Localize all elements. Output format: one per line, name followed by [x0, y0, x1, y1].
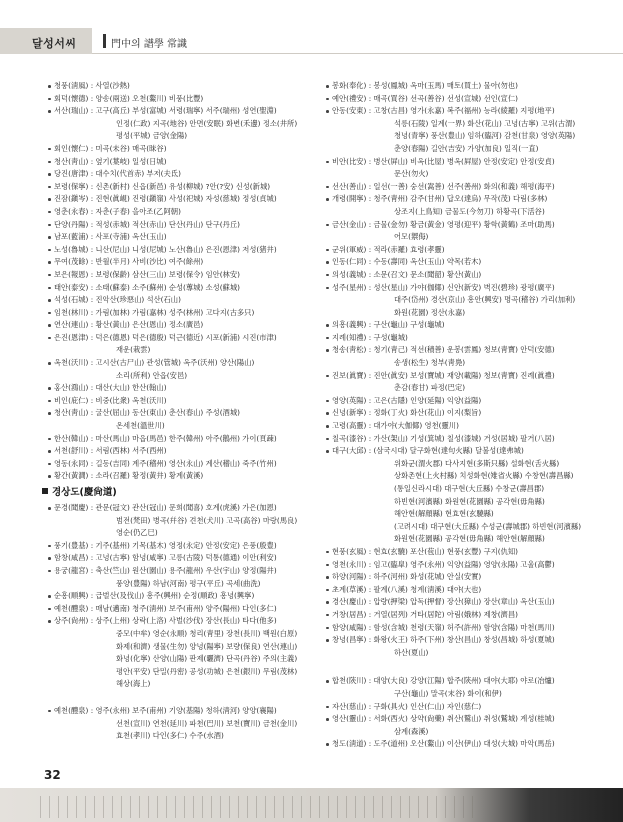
entry-continuation: (고려시대) 대구현(大丘縣) 수성군(壽城郡) 하빈현(河濱縣) [394, 521, 582, 531]
left-entries-c [48, 705, 310, 743]
place-entry [48, 156, 310, 169]
place-entry [48, 269, 310, 282]
entry-continuation: 평안(平安) 단밀(丹密) 공성(功城) 은천(銀川) 무림(茂林) [116, 666, 298, 676]
place-entry [326, 269, 588, 282]
entry-continuation: 평성(平城) 금양(金陽) [116, 131, 188, 141]
entry-text: 용궁(龍宮) : 축산(竺山) 원산(園山) 용주(龍州) 우산(宇山) 양정(陽井) [54, 565, 277, 575]
entry-text: 한산(韓山) : 마산(馬山) 마읍(馬邑) 한주(韓州) 아주(鵝州) 가이(頁疎) [54, 433, 277, 443]
place-entry [48, 458, 310, 471]
entry-text: 석성(石城) : 진악산(珍惡山) 석산(石山) [54, 295, 181, 305]
place-entry [326, 571, 588, 584]
entry-continuation: 하산(夏山) [394, 647, 429, 657]
place-entry [48, 294, 310, 307]
place-entry [48, 219, 310, 232]
entry-text: 군위(軍威) : 적라(赤羅) 효령(孝靈) [332, 244, 445, 254]
place-entry [326, 256, 588, 269]
place-entry [326, 395, 588, 408]
entry-continuation: 풍양(豊陽) 하남(河南) 평구(平丘) 곡세(曲洗) [116, 578, 261, 588]
entry-text: 신녕(新寧) : 정화(丁火) 화산(花山) 이지(梨旨) [332, 408, 482, 418]
entry-continuation: 해안현(解顔縣) 현효현(玄驍縣) [394, 509, 494, 519]
place-entry [326, 609, 588, 622]
entry-text: 합천(陝川) : 대양(大良) 강양(江陽) 합주(陝州) 대야(大耶) 야로(冶爐) [332, 676, 555, 686]
entry-text: 영동(永同) : 길동(吉同) 계주(稽州) 영산(永山) 계산(稽山) 죽주(竹州) [54, 458, 277, 468]
place-entry [48, 590, 310, 603]
place-entry [48, 168, 310, 181]
entry-text: 봉화(奉化) : 봉성(鳳城) 옥마(玉馬) 매토(買土) 물아(勿也) [332, 81, 518, 90]
section-marker [103, 34, 106, 48]
place-entry [326, 433, 588, 446]
entry-continuation: 해상(海上) [116, 679, 151, 689]
entry-text: 비인(庇仁) : 비중(比衆) 옥천(沃川) [54, 395, 167, 405]
entry-continuation: 춘감(春甘) 파정(巴定) [394, 383, 466, 393]
place-entry [48, 382, 310, 395]
entry-text: 보은(報恩) : 보령(保齡) 삼산(三山) 보령(保令) 임안(林安) [54, 269, 240, 279]
place-entry [48, 181, 310, 194]
entry-text: 의흥(義興) : 구산(龜山) 구성(龜城) [332, 320, 445, 330]
entry-continuation: 선천(宣川) 연천(延川) 파천(巴川) 보천(寶川) 금천(金川) [116, 718, 298, 728]
place-entry [48, 445, 310, 458]
entry-continuation: 삼계(森溪) [394, 726, 429, 736]
entry-text: 영양(英陽) : 고은(古隱) 인양(延陽) 익양(益陽) [332, 395, 482, 405]
place-entry [326, 675, 588, 700]
left-column [48, 80, 310, 743]
entry-text: 영산(靈山) : 서화(西火) 상약(尙藥) 취산(鷲山) 취성(鷲城) 계성(桂城) [332, 714, 555, 724]
entry-text: 옥천(沃川) : 고시산(古尸山) 관성(管城) 옥주(沃州) 양산(陽山) [54, 358, 255, 368]
entry-continuation: 화원현(花園縣) 공각현(毋角縣) 해안현(解顔縣) [394, 534, 545, 544]
entry-text: 예천(醴泉) : 매남(邁南) 청주(淸州) 보주(甫州) 양주(陽州) 다인(多仁) [54, 603, 277, 613]
entry-continuation: 인정(仁政) 지곡(地谷) 안면(安眠) 화변(禾邊) 정소(井所) [116, 118, 298, 128]
entry-text: 진잠(鎭岑) : 진현(眞峴) 진령(鎭嶺) 사성(祀城) 자성(慈城) 정성(貞城) [54, 194, 277, 204]
entry-continuation: (통일신라시대) 대구현(大丘縣) 수창군(壽昌郡) [394, 484, 545, 493]
entry-text: 진보(眞寶) : 진안(眞安) 보성(寶城) 재양(載陽) 청보(靑寶) 진례(眞禮) [332, 370, 555, 380]
book-title: 달성서씨 [32, 37, 77, 50]
entry-text: 남포(藍浦) : 사포(寺浦) 옥산(玉山) [54, 232, 167, 242]
entry-text: 고령(高靈) : 대가야(大伽倻) 영천(靈川) [332, 421, 459, 431]
entry-text: 거창(居昌) : 거열(居列) 거타(居陀) 아림(娥林) 제창(濟昌) [332, 609, 518, 619]
place-entry [326, 319, 588, 332]
entry-text: 예안(禮安) : 매곡(買谷) 선곡(善谷) 선성(宣城) 선인(宣仁) [332, 93, 518, 103]
place-entry [48, 143, 310, 156]
place-entry [48, 105, 310, 143]
place-entry [326, 622, 588, 635]
entry-text: 경산(慶山) : 압량(押梁) 압독(押督) 장산(獐山) 장산(章山) 옥산(玉山) [332, 597, 555, 607]
place-entry [326, 219, 588, 244]
entry-text: 의성(義城) : 소문(召文) 문소(聞韶) 황산(黃山) [332, 269, 482, 279]
entry-text: 성주(星州) : 성산(星山) 가야(伽倻) 신안(新安) 벽진(碧珍) 광평(廣平) [332, 282, 555, 292]
place-entry [48, 332, 310, 357]
place-entry [48, 705, 310, 743]
place-entry [48, 615, 310, 691]
right-entries-b [326, 675, 588, 751]
place-entry [48, 319, 310, 332]
entry-text: 태안(泰安) : 소태(蘇泰) 소주(蘇州) 순성(蓴城) 소성(蘇城) [54, 282, 240, 292]
entry-text: 무여(茂餘) : 반월(半月) 사비(沙比) 여주(餘州) [54, 257, 204, 267]
entry-continuation: 석릉(石陵) 일계(一界) 화산(花山) 고녕(古寧) 고위(古渭) [394, 118, 576, 128]
entry-continuation: 문산(勿火) [394, 169, 429, 179]
entry-text: 서천(舒川) : 서림(西林) 서주(西州) [54, 446, 167, 456]
place-entry [48, 244, 310, 257]
entry-text: 황간(黃澗) : 소라(召羅) 황정(黃井) 황계(黃溪) [54, 471, 204, 481]
entry-text: 안동(安東) : 고창(古昌) 영가(永嘉) 복주(福州) 능라(綾羅) 지평(地平) [332, 106, 555, 116]
entry-text: 당진(唐津) : 대수치(代首赤) 부저(夫氐) [54, 169, 181, 179]
entry-text: 홍산(鴻山) : 대산(大山) 한산(翰山) [54, 383, 167, 393]
entry-continuation: 범전(梵田) 병곡(幷谷) 견천(犬川) 고곡(高谷) 마랑(馬良) [116, 515, 298, 525]
place-entry [326, 156, 588, 181]
entry-continuation: 화녕(化寧) 산양(山陽) 판제(曬濟) 단곡(丹谷) 주의(主義) [116, 654, 298, 664]
entry-continuation: 어모(禦侮) [394, 232, 429, 242]
entry-text: 비안(比安) : 병산(屛山) 비옥(比屋) 병옥(屛屋) 안정(安定) 안정(安貞) [332, 156, 555, 166]
entry-text: 노성(魯城) : 니산(尼山) 니성(尼城) 노산(魯山) 은진(恩津) 저성(猪井) [54, 244, 277, 254]
entry-text: 예천(醴泉) : 영주(永州) 보주(甫州) 기양(基陽) 청하(淸河) 양양(襄陽) [54, 705, 277, 715]
entry-text: 청산(靑山) : 옆기(葉岐) 일성(日城) [54, 156, 167, 166]
header-rule [92, 53, 623, 54]
right-column [326, 80, 588, 751]
entry-text: 단양(丹陽) : 적성(赤城) 적산(赤山) 단산(丹山) 단구(丹丘) [54, 219, 240, 229]
entry-text: 회인(懷仁) : 미곡(未谷) 매곡(昧谷) [54, 143, 167, 153]
place-entry [326, 332, 588, 345]
entry-text: 임천(林川) : 가림(加林) 가림(嘉林) 성주(林州) 고다지(古多只) [54, 307, 255, 317]
place-entry [48, 256, 310, 269]
entry-text: 개령(開寧) : 청주(靑州) 감주(甘州) 답오(達烏) 무작(茂) 다림(多林) [332, 194, 548, 204]
entry-continuation: 구산(龜山) 말곡(末谷) 화이(和伊) [394, 688, 502, 698]
place-entry [326, 546, 588, 559]
place-entry [48, 540, 310, 553]
entry-continuation: 효천(孝川) 다인(多仁) 수주(水酒) [116, 731, 224, 741]
entry-text: 초계(草溪) : 팔계(八溪) 청계(淸溪) 대야(大也) [332, 584, 482, 594]
entry-text: 대구(大邱) : (삼국시대) 달구화현(達句火縣) 달불성(達弗城) [332, 446, 524, 456]
entry-text: 보령(保寧) : 신촌(新村) 신읍(新邑) 유성(柳城) ?안(?安) 신성(新城) [54, 181, 271, 191]
entry-text: 풍기(豊基) : 기주(基州) 기목(基木) 영정(永定) 안정(安定) 은풍(殷豊) [54, 540, 277, 550]
entry-continuation: 화제(和濟) 생물(生勿) 양녕(陽寧) 보량(保良) 연산(連山) [116, 641, 298, 651]
entry-text: 청도(淸道) : 도주(道州) 오산(鰲山) 이산(伊山) 대성(大城) 마악(馬岳) [332, 739, 555, 749]
entry-continuation: 위화군(渭火郡) 다사지현(多斯只縣) 설화현(舌火縣) [394, 458, 560, 468]
entry-text: 칠곡(漆谷) : 가산(架山) 기성(箕城) 칠성(漆城) 거성(居城) 팔거(八居) [332, 433, 555, 443]
entry-continuation: 송생(松生) 청부(靑鳧) [394, 358, 466, 368]
place-entry [326, 370, 588, 395]
entry-continuation: 재운(栽雲) [116, 345, 151, 355]
province-heading-text: 경상도(慶尙道) [52, 487, 117, 498]
place-entry [48, 552, 310, 565]
entry-text: 상주(尙州) : 상주(上州) 상락(上洛) 사벌(沙伐) 장산(長山) 타다(他多) [54, 616, 277, 626]
entry-continuation: 상화촌현(上火村縣) 치성화현(雉省火縣) 수창현(壽昌縣) [394, 471, 574, 481]
place-entry [48, 93, 310, 106]
place-entry [326, 407, 588, 420]
place-entry [48, 307, 310, 320]
right-entries-a [326, 80, 588, 659]
entry-text: 금산(金山) : 금물(金勿) 황금(黃金) 영평(迎平) 황학(黃鶴) 조마(助馬) [332, 219, 555, 229]
place-entry [326, 445, 588, 546]
place-entry [48, 603, 310, 616]
entry-text: 서산(瑞山) : 고구(高丘) 부성(富城) 서령(瑞寧) 서주(瑞州) 성연(聖淵) [54, 106, 277, 116]
place-entry [326, 93, 588, 106]
place-entry [326, 80, 588, 93]
entry-continuation: 화원(花園) 정산(永嘉) [394, 307, 466, 317]
entry-text: 문경(聞慶) : 관문(冠文) 관산(冠山) 문희(聞喜) 호계(虎溪) 가은(加恩) [54, 503, 277, 512]
place-entry [48, 357, 310, 382]
entry-continuation: 하빈현(河濱縣) 화원현(花園縣) 공각현(毋角縣) [394, 496, 545, 506]
entry-text: 영천(永川) : 임고(臨皐) 영주(永州) 익양(益陽) 영양(永陽) 고울(高鬱) [332, 559, 555, 569]
place-entry [326, 701, 588, 714]
entry-text: 연산(連山) : 황산(黃山) 은산(恩山) 정소(廣邑) [54, 320, 204, 330]
place-entry [326, 596, 588, 609]
entry-text: 현풍(玄風) : 현효(玄驍) 포산(苞山) 현풍(玄豐) 구지(仇知) [332, 546, 518, 556]
place-entry [326, 193, 588, 218]
place-entry [326, 584, 588, 597]
place-entry [326, 738, 588, 751]
entry-continuation: 대주(岱州) 경산(京山) 흥안(興安) 명곡(稽谷) 가리(加利) [394, 295, 576, 305]
entry-continuation: 청녕(青寧) 풍산(豊山) 임하(臨河) 감천(甘泉) 영양(英陽) [394, 131, 576, 141]
entry-continuation: 상조지(上鳥知) 금물도(今勿刀) 하황곡(下活谷) [394, 206, 545, 216]
entry-text: 하양(河陽) : 하주(河州) 화성(花城) 안실(安實) [332, 572, 482, 582]
entry-text: 회덕(懷德) : 양송(兩送) 오천(鰲川) 비풍(比豐) [54, 93, 204, 103]
place-entry [48, 193, 310, 206]
place-entry [48, 565, 310, 590]
place-entry [48, 80, 310, 93]
province-heading [42, 486, 310, 500]
place-entry [326, 713, 588, 738]
entry-text: 은진(恩津) : 덕은(德恩) 덕은(德殷) 덕근(德近) 시포(新浦) 시진(市津) [54, 332, 277, 342]
entry-continuation: 춘양(春陽) 길안(吉安) 가양(加良) 일직(一直) [394, 143, 539, 153]
left-entries-a [48, 80, 310, 483]
entry-text: 영춘(永春) : 자춘(子春) 을아조(乙阿朝) [54, 206, 181, 216]
entry-continuation: 영순(仍乙巳) [116, 528, 158, 538]
entry-continuation: 중모(中牟) 영순(永順) 청리(靑里) 장천(長川) 백원(白原) [116, 628, 298, 638]
place-entry [48, 470, 310, 483]
place-entry [326, 181, 588, 194]
place-entry [326, 282, 588, 320]
page-header [0, 0, 623, 56]
entry-text: 청송(靑松) : 청기(靑己) 적선(積善) 운봉(雲鳳) 청보(靑寶) 안덕(安德) [332, 345, 555, 355]
entry-continuation: 소리(所利) 안읍(安邑) [116, 370, 188, 380]
entry-text: 선산(善山) : 일선(一善) 숭선(嵩善) 선주(善州) 화의(和義) 해평(海平) [332, 181, 555, 191]
entry-text: 청산(靑山) : 굴산(屈山) 동산(東山) 춘산(春山) 주성(酒城) [54, 408, 240, 418]
entry-text: 청풍(淸風) : 사열(沙熱) [54, 81, 130, 90]
place-entry [48, 407, 310, 432]
place-entry [326, 344, 588, 369]
page-number: 32 [44, 768, 61, 782]
section-title: 門中의 譜學 常識 [111, 39, 188, 50]
entry-text: 함양(咸陽) : 함성(含城) 천령(天嶺) 허주(許州) 함양(含陽) 마천(馬川) [332, 622, 555, 632]
place-entry [48, 502, 310, 540]
place-entry [326, 105, 588, 155]
entry-text: 순흥(順興) : 급벌산(及伐山) 흥주(興州) 순정(順政) 흥녕(興寧) [54, 591, 255, 601]
place-entry [326, 634, 588, 659]
place-entry [48, 433, 310, 446]
place-entry [326, 244, 588, 257]
entry-text: 자산(慈山) : 구화(具火) 인산(仁山) 자인(慈仁) [332, 701, 482, 711]
place-entry [326, 420, 588, 433]
place-entry [48, 395, 310, 408]
entry-text: 창녕(昌寧) : 화왕(火王) 하주(下州) 창산(昌山) 창성(昌城) 하성(夏城) [332, 635, 555, 645]
entry-continuation: 온세천(溫世川) [116, 421, 165, 431]
place-entry [48, 282, 310, 295]
left-entries-b [48, 502, 310, 691]
footer-pattern [40, 796, 480, 818]
place-entry [326, 559, 588, 572]
entry-text: 함창(咸昌) : 고녕(古寧) 함녕(咸寧) 고릉(古陵) 덕통(德通) 이안(利安) [54, 553, 277, 563]
square-bullet-icon [42, 488, 48, 494]
place-entry [48, 231, 310, 244]
place-entry [48, 206, 310, 219]
entry-text: 지례(知禮) : 구성(龜城) [332, 332, 408, 342]
entry-text: 인동(仁同) : 수동(壽同) 옥산(玉山) 약목(若木) [332, 257, 482, 267]
